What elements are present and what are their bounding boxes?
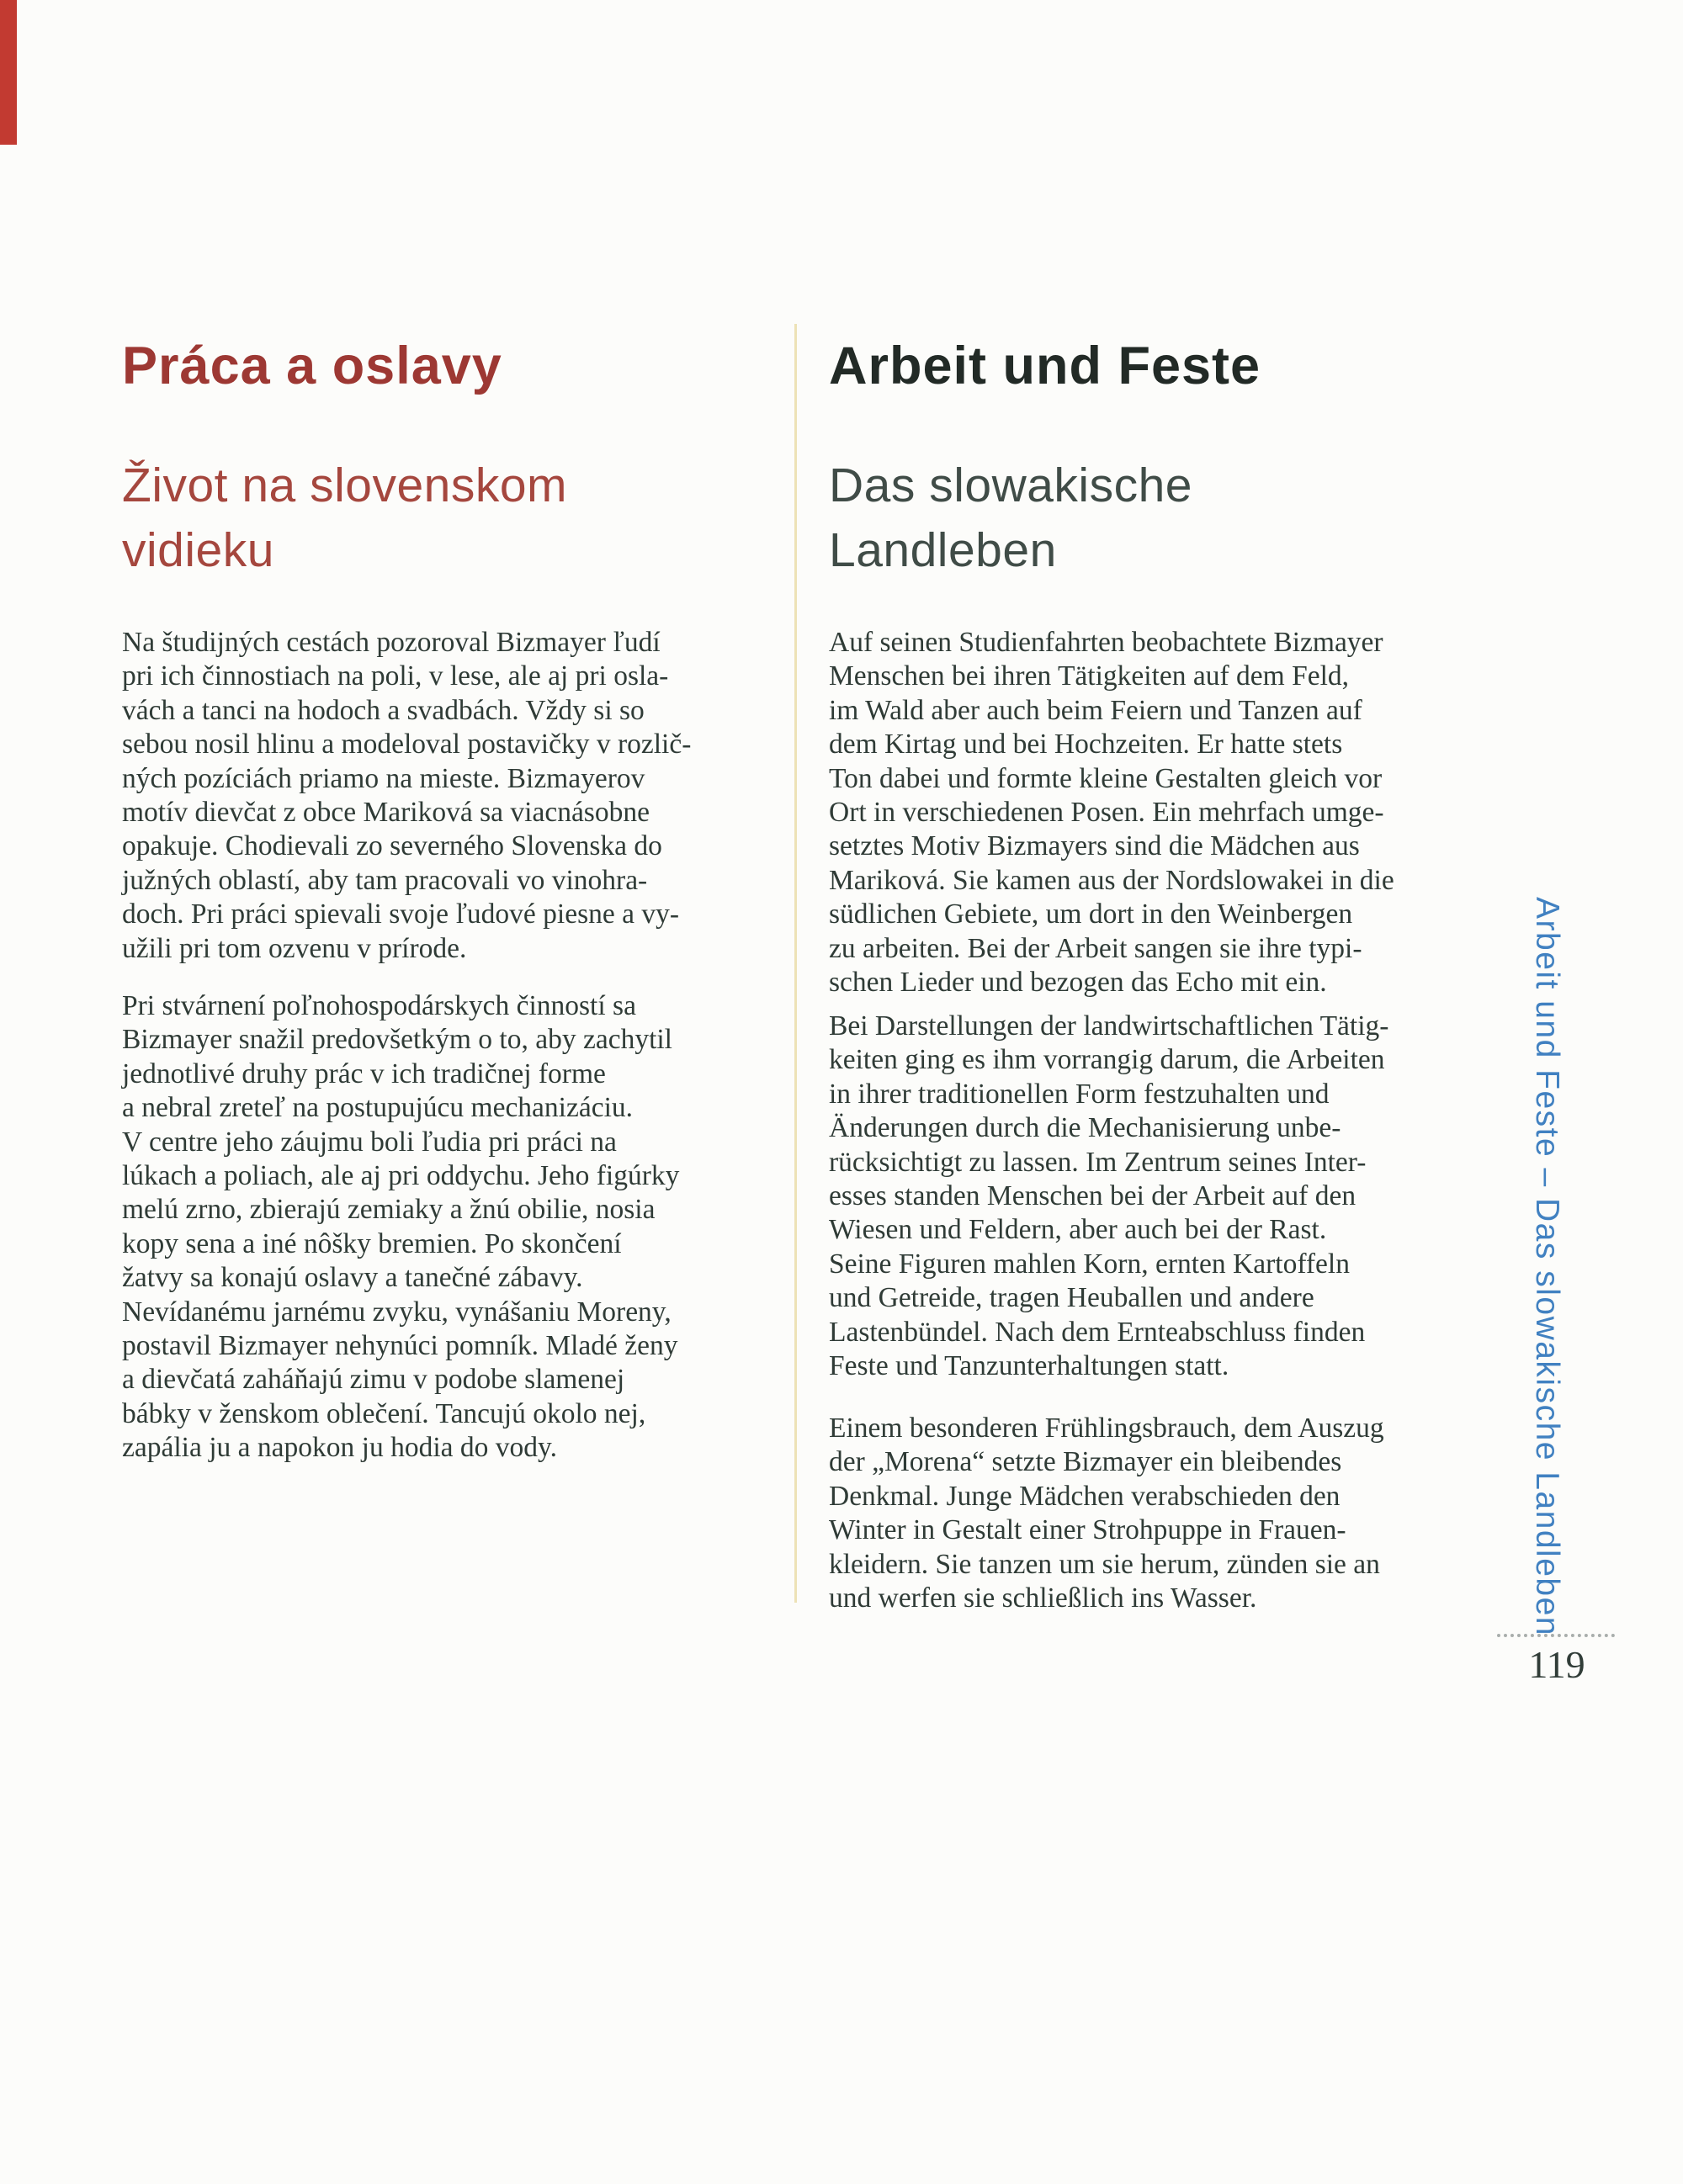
slovak-paragraph-1: Na študijných cestách pozoroval Bizmayer ľudí pri ich činnostiach na poli, v lese, ale aj pri osla- vách a tanci na hodoch a svadbách. Vždy si so sebou nosil hlinu a modeloval postavičky v rozlič- ných pozíciách priamo na mieste. Bizmayerov motív dievčat z obce Mariková sa viacnásobne opakuje. Chodievali zo severného Slovenska do južných oblastí, aby tam pracovali vo vinohra- doch. Pri práci spievali svoje ľudové piesne a vy- užili pri tom ozvenu v prírode. <box>122 627 692 964</box>
page-number: 119 <box>1528 1643 1585 1686</box>
chapter-color-tab <box>0 0 17 145</box>
german-paragraph-3: Einem besonderen Frühlingsbrauch, dem Auszug der „Morena“ setzte Bizmayer ein bleibendes Denkmal. Junge Mädchen verabschieden den Winter in Gestalt einer Strohpuppe in Frauen- kleidern. Sie tanzen um sie herum, zünden sie an und werfen sie schließlich ins Wasser. <box>829 1413 1384 1614</box>
slovak-paragraph-2: Pri stvárnení poľnohospodárskych činností sa Bizmayer snažil predovšetkým o to, aby zachytil jednotlivé druhy prác v ich tradičnej forme a nebral zreteľ na postupujúcu mechanizáciu. V centre jeho záujmu boli ľudia pri práci na lúkach a poliach, ale aj pri oddychu. Jeho figúrky melú zrno, zbierajú zemiaky a žnú obilie, nosia kopy sena a iné nôšky bremien. Po skončení žatvy sa konajú oslavy a tanečné zábavy. Nevídanému jarnému zvyku, vynášaniu Moreny, postavil Bizmayer nehynúci pomník. Mladé ženy a dievčatá zaháňajú zimu v podobe slamenej bábky v ženskom oblečení. Tancujú okolo nej, zapália ju a napokon ju hodia do vody. <box>122 990 680 1464</box>
german-subtitle: Das slowakische Landleben <box>829 459 1192 578</box>
german-title: Arbeit und Feste <box>829 337 1261 396</box>
slovak-subtitle: Život na slovenskom vidieku <box>122 459 568 578</box>
dotted-rule <box>1497 1634 1615 1637</box>
slovak-title: Práca a oslavy <box>122 337 502 396</box>
german-paragraph-2: Bei Darstellungen der landwirtschaftlichen Tätig- keiten ging es ihm vorrangig darum, die Arbeiten in ihrer traditionellen Form festzuhalten und Änderungen durch die Mechanisierung unbe- rücksichtigt zu lassen. Im Zentrum seines Inter- esses standen Menschen bei der Arbeit auf den Wiesen und Feldern, aber auch bei der Rast. Seine Figuren mahlen Korn, ernten Kartoffeln und Getreide, tragen Heuballen und andere Lastenbündel. Nach dem Ernteabschluss finden Feste und Tanzunterhaltungen statt. <box>829 1010 1389 1382</box>
margin-chapter-label-vertical: Arbeit und Feste – Das slowakische Landleben <box>1529 897 1565 1636</box>
german-paragraph-1: Auf seinen Studienfahrten beobachtete Bizmayer Menschen bei ihren Tätigkeiten auf dem Feld, im Wald aber auch beim Feiern und Tanzen auf dem Kirtag und bei Hochzeiten. Er hatte stets Ton dabei und formte kleine Gestalten gleich vor Ort in verschiedenen Posen. Ein mehrfach umge- setztes Motiv Bizmayers sind die Mädchen aus Mariková. Sie kamen aus der Nordslowakei in die südlichen Gebiete, um dort in den Weinbergen zu arbeiten. Bei der Arbeit sangen sie ihre typi- schen Lieder und bezogen das Echo mit ein. <box>829 627 1394 999</box>
